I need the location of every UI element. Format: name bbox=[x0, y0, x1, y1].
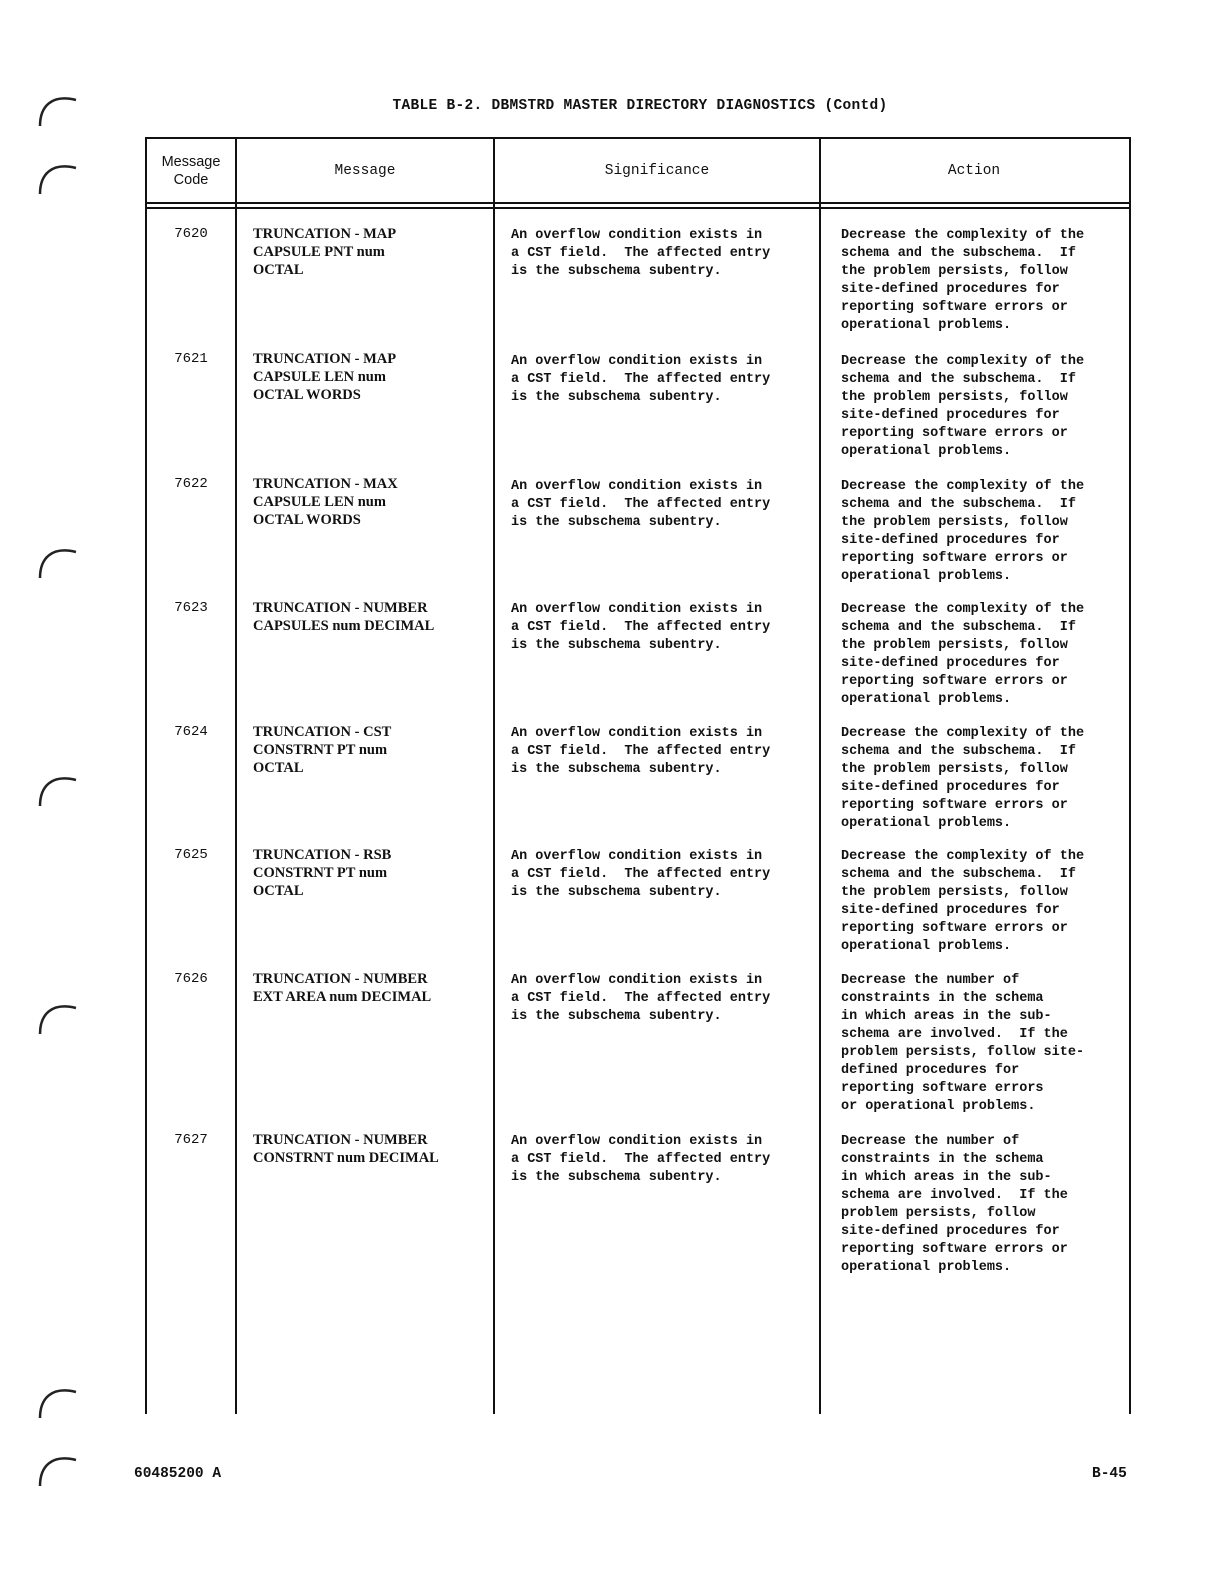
document-number: 60485200 A bbox=[134, 1466, 222, 1482]
row-significance: An overflow condition exists in a CST field. The affected entry is the subschema subentry. bbox=[511, 973, 771, 1024]
table-title: TABLE B-2. DBMSTRD MASTER DIRECTORY DIAGNOSTICS (Contd) bbox=[392, 98, 888, 114]
header-message: Message bbox=[334, 162, 396, 179]
binder-hole-mark bbox=[36, 768, 82, 808]
header-message-code: Message Code bbox=[161, 153, 221, 188]
row-code: 7622 bbox=[174, 476, 208, 492]
row-significance: An overflow condition exists in a CST field. The affected entry is the subschema subentry. bbox=[511, 849, 771, 900]
row-action: Decrease the complexity of the schema and the subschema. If the problem persists, follow site-defined procedures for reporting software errors or operational problems. bbox=[841, 849, 1085, 954]
row-message: TRUNCATION - MAP CAPSULE PNT num OCTAL bbox=[253, 226, 397, 278]
row-significance: An overflow condition exists in a CST field. The affected entry is the subschema subentry. bbox=[511, 1134, 771, 1185]
binder-hole-mark bbox=[36, 540, 82, 580]
row-code: 7623 bbox=[174, 600, 208, 616]
column-divider bbox=[493, 139, 495, 1414]
row-message: TRUNCATION - MAX CAPSULE LEN num OCTAL WORDS bbox=[253, 476, 398, 528]
row-message: TRUNCATION - NUMBER EXT AREA num DECIMAL bbox=[253, 971, 432, 1005]
binder-hole-mark bbox=[36, 996, 82, 1036]
row-code: 7620 bbox=[174, 226, 208, 242]
header-significance: Significance bbox=[604, 162, 710, 179]
row-message: TRUNCATION - NUMBER CAPSULES num DECIMAL bbox=[253, 600, 435, 634]
row-code: 7626 bbox=[174, 971, 208, 987]
row-code: 7624 bbox=[174, 724, 208, 740]
row-significance: An overflow condition exists in a CST field. The affected entry is the subschema subentry. bbox=[511, 479, 771, 530]
row-action: Decrease the complexity of the schema and the subschema. If the problem persists, follow site-defined procedures for reporting software errors or operational problems. bbox=[841, 479, 1085, 584]
row-message: TRUNCATION - MAP CAPSULE LEN num OCTAL WORDS bbox=[253, 351, 397, 403]
column-divider bbox=[235, 139, 237, 1414]
row-message: TRUNCATION - CST CONSTRNT PT num OCTAL bbox=[253, 724, 392, 776]
row-code: 7625 bbox=[174, 847, 208, 863]
row-action: Decrease the complexity of the schema and the subschema. If the problem persists, follow site-defined procedures for reporting software errors or operational problems. bbox=[841, 228, 1085, 333]
row-action: Decrease the number of constraints in the schema in which areas in the sub- schema are involved. If the problem persists, follow site- defined procedures for reporting software errors or operational problems. bbox=[841, 973, 1085, 1114]
row-message: TRUNCATION - NUMBER CONSTRNT num DECIMAL bbox=[253, 1132, 439, 1166]
row-significance: An overflow condition exists in a CST field. The affected entry is the subschema subentry. bbox=[511, 602, 771, 653]
binder-hole-mark bbox=[36, 1448, 82, 1488]
page-number: B-45 bbox=[1092, 1466, 1127, 1482]
row-message: TRUNCATION - RSB CONSTRNT PT num OCTAL bbox=[253, 847, 392, 899]
row-code: 7621 bbox=[174, 351, 208, 367]
row-action: Decrease the complexity of the schema and the subschema. If the problem persists, follow site-defined procedures for reporting software errors or operational problems. bbox=[841, 354, 1085, 459]
row-significance: An overflow condition exists in a CST field. The affected entry is the subschema subentry. bbox=[511, 228, 771, 279]
row-code: 7627 bbox=[174, 1132, 208, 1148]
header-rule bbox=[147, 207, 1129, 209]
row-action: Decrease the complexity of the schema and the subschema. If the problem persists, follow site-defined procedures for reporting software errors or operational problems. bbox=[841, 726, 1085, 831]
binder-hole-mark bbox=[36, 156, 82, 196]
row-significance: An overflow condition exists in a CST field. The affected entry is the subschema subentry. bbox=[511, 354, 771, 405]
header-rule bbox=[147, 202, 1129, 204]
row-significance: An overflow condition exists in a CST field. The affected entry is the subschema subentry. bbox=[511, 726, 771, 777]
binder-hole-mark bbox=[36, 1380, 82, 1420]
header-action: Action bbox=[947, 162, 1001, 179]
row-action: Decrease the complexity of the schema and the subschema. If the problem persists, follow site-defined procedures for reporting software errors or operational problems. bbox=[841, 602, 1085, 707]
diagnostics-table bbox=[145, 137, 1131, 1414]
row-action: Decrease the number of constraints in the schema in which areas in the sub- schema are involved. If the problem persists, follow site-defined procedures for reporting software errors or operational problems. bbox=[841, 1134, 1068, 1275]
